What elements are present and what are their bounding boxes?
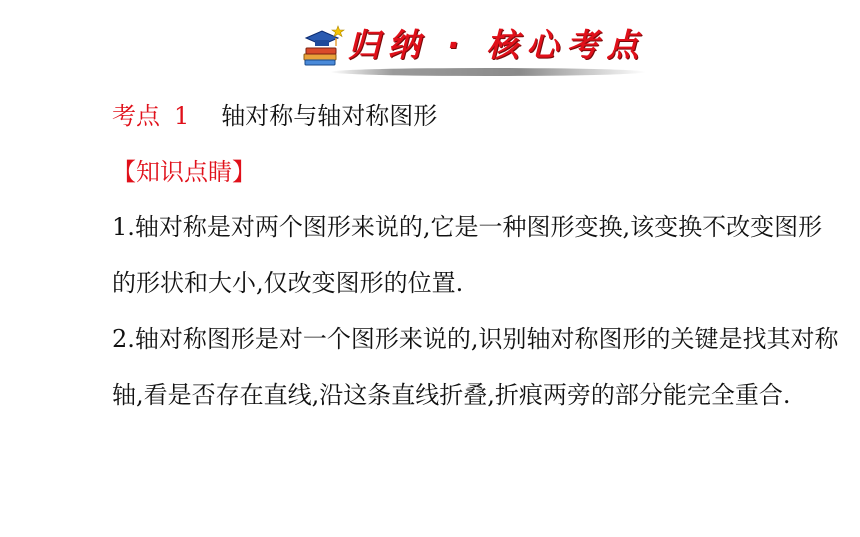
knowledge-label: 【知识点睛】 xyxy=(112,158,256,186)
paragraph-2: 2.轴对称图形是对一个图形来说的,识别轴对称图形的关键是找其对称轴,看是否存在直线,沿这条直线折叠,折痕两旁的部分能完全重合. xyxy=(112,325,839,409)
section-title xyxy=(112,96,437,131)
slide-header xyxy=(300,20,660,80)
paragraph-1: 1.轴对称是对两个图形来说的,它是一种图形变换,该变换不改变图形的形状和大小,仅改变图形的位置. xyxy=(112,213,823,297)
section-title-text: 轴对称与轴对称图形 xyxy=(221,102,438,130)
header-underline xyxy=(330,68,646,76)
header-title: 归纳 · 核心考点 xyxy=(348,26,647,64)
section-tag: 考点 xyxy=(112,102,160,130)
book-cap-star-icon xyxy=(300,24,346,70)
section-number: 1 xyxy=(174,102,190,130)
